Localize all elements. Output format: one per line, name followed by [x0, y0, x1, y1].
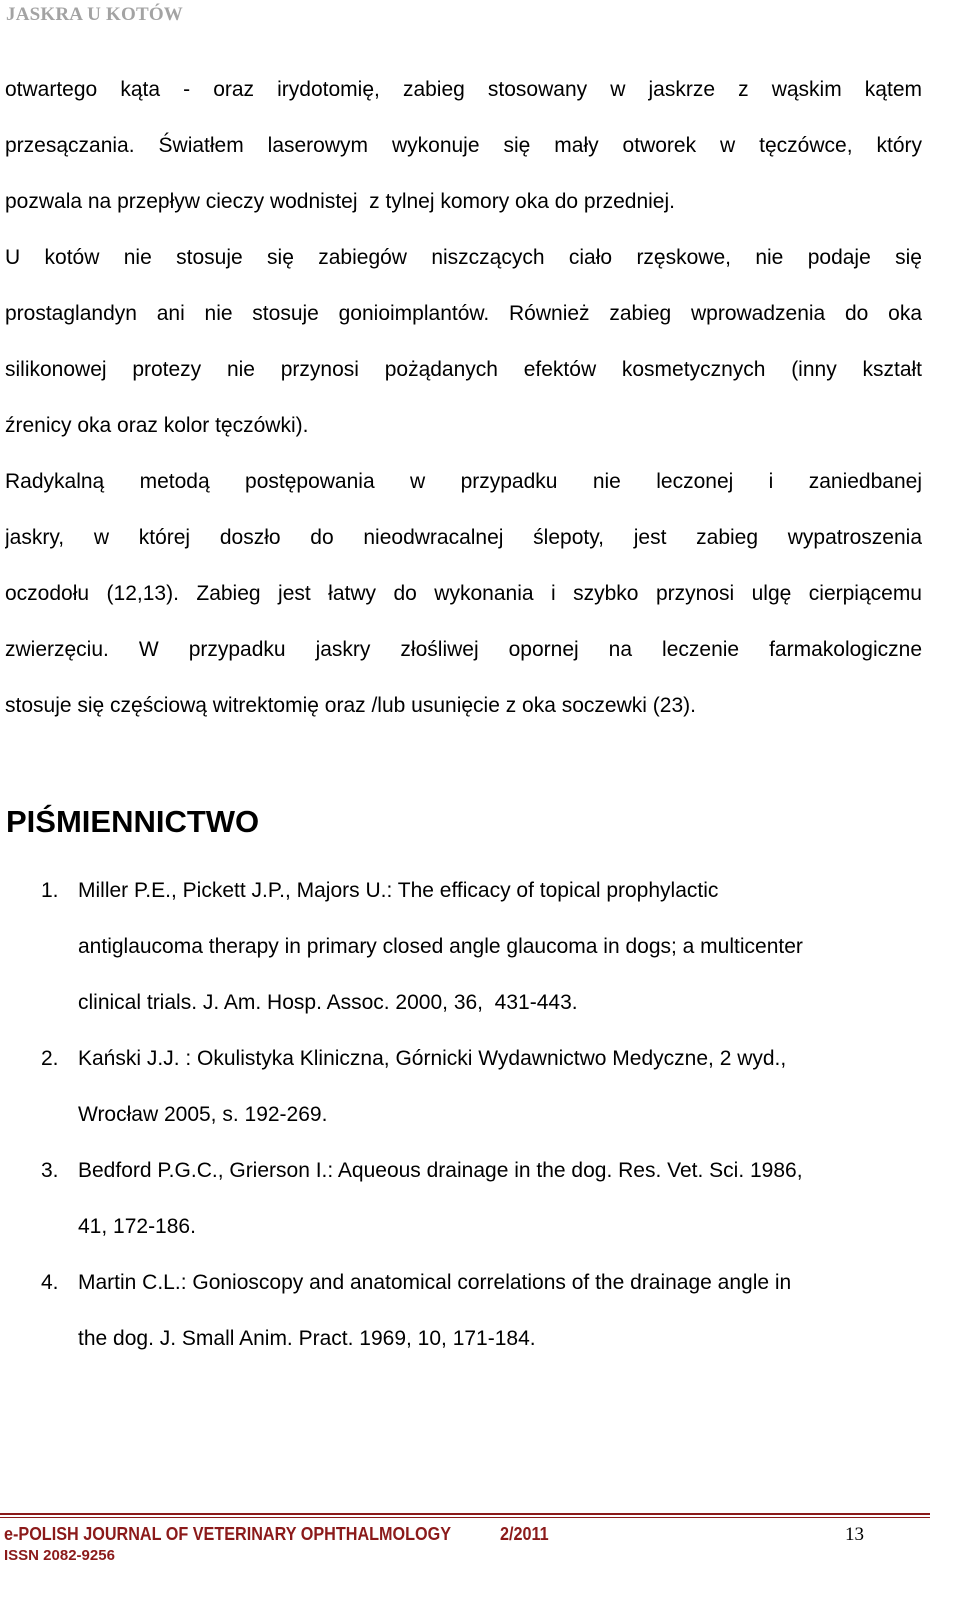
body-line: przesączania. Światłem laserowym wykonuje się mały otworek w tęczówce, który [5, 134, 922, 157]
footer-rule-thin [0, 1517, 930, 1518]
reference-line: clinical trials. J. Am. Hosp. Assoc. 2000, 36, 431-443. [78, 991, 578, 1014]
reference-number: 3. [41, 1159, 59, 1182]
footer-issn: ISSN 2082-9256 [4, 1547, 115, 1564]
reference-number: 1. [41, 879, 59, 902]
body-line: prostaglandyn ani nie stosuje gonioimplantów. Również zabieg wprowadzenia do oka [5, 302, 922, 325]
reference-line: Kański J.J. : Okulistyka Kliniczna, Górnicki Wydawnictwo Medyczne, 2 wyd., [78, 1047, 787, 1070]
reference-line: antiglaucoma therapy in primary closed angle glaucoma in dogs; a multicenter [78, 935, 803, 958]
body-line: Radykalną metodą postępowania w przypadku nie leczonej i zaniedbanej [5, 470, 922, 493]
running-head: JASKRA U KOTÓW [6, 4, 183, 25]
reference-line: Bedford P.G.C., Grierson I.: Aqueous drainage in the dog. Res. Vet. Sci. 1986, [78, 1159, 803, 1182]
reference-number: 4. [41, 1271, 59, 1294]
body-line: oczodołu (12,13). Zabieg jest łatwy do wykonania i szybko przynosi ulgę cierpiącemu [5, 582, 922, 605]
body-line: silikonowej protezy nie przynosi pożądanych efektów kosmetycznych (inny kształt [5, 358, 922, 381]
body-line: zwierzęciu. W przypadku jaskry złośliwej opornej na leczenie farmakologiczne [5, 638, 922, 661]
reference-line: Miller P.E., Pickett J.P., Majors U.: The efficacy of topical prophylactic [78, 879, 719, 902]
reference-line: Wrocław 2005, s. 192-269. [78, 1103, 328, 1126]
reference-line: the dog. J. Small Anim. Pract. 1969, 10, 171-184. [78, 1327, 536, 1350]
body-line: źrenicy oka oraz kolor tęczówki). [5, 414, 309, 437]
footer-rule [0, 1513, 930, 1515]
body-line: pozwala na przepływ cieczy wodnistej z tylnej komory oka do przedniej. [5, 190, 675, 213]
footer-page-number: 13 [845, 1524, 864, 1545]
body-line: otwartego kąta - oraz irydotomię, zabieg stosowany w jaskrze z wąskim kątem [5, 78, 922, 101]
footer-journal-name: e-POLISH JOURNAL OF VETERINARY OPHTHALMOLOGY [4, 1524, 452, 1544]
section-title: PIŚMIENNICTWO [6, 804, 260, 839]
body-line: jaskry, w której doszło do nieodwracalnej ślepoty, jest zabieg wypatroszenia [5, 526, 922, 549]
footer-issue: 2/2011 [500, 1524, 549, 1544]
reference-number: 2. [41, 1047, 59, 1070]
body-line: stosuje się częściową witrektomię oraz /lub usunięcie z oka soczewki (23). [5, 694, 696, 717]
reference-line: Martin C.L.: Gonioscopy and anatomical correlations of the drainage angle in [78, 1271, 792, 1294]
body-line: U kotów nie stosuje się zabiegów niszczących ciało rzęskowe, nie podaje się [5, 246, 922, 269]
reference-line: 41, 172-186. [78, 1215, 196, 1238]
